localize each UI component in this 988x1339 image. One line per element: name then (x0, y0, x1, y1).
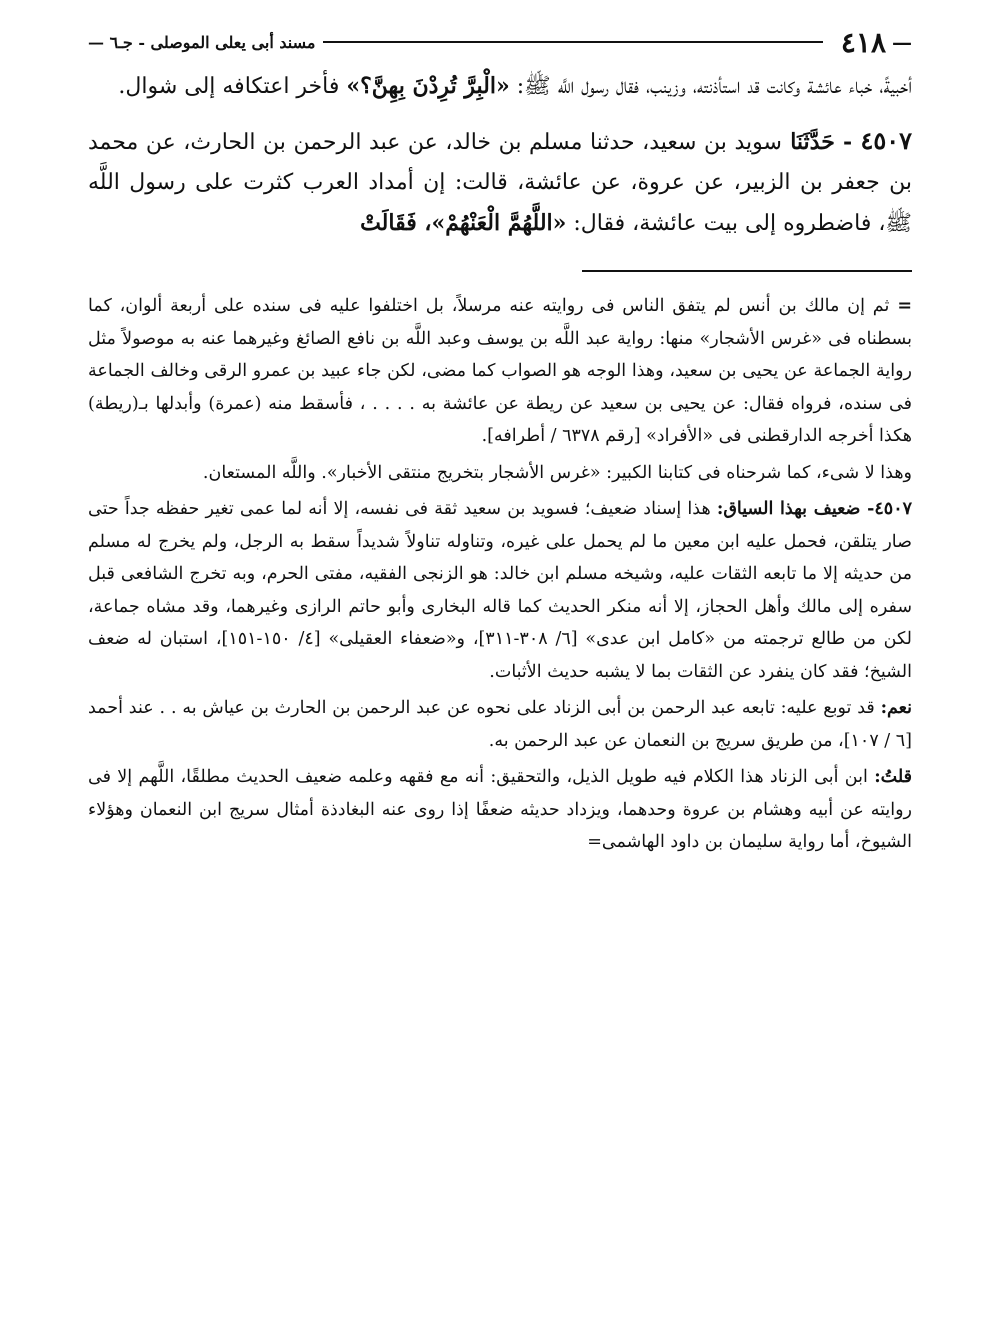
footnote-continuation (88, 290, 912, 453)
hadith-4507 (88, 121, 912, 244)
footnote-remark: وهذا لا شىء، كما شرحناه فى كتابنا الكبير: «غرس الأشجار بتخريج منتقى الأخبار». واللَّه المستعان. (202, 462, 912, 483)
footnote-4507-text: هذا إسناد ضعيف؛ فسويد بن سعيد ثقة فى نفسه، إلا أنه لما عمى تغير حفظه جداً حتى صار يتلقن، فحمل عليه ابن معين ما لم يحمل على غيره، وتناوله تناولاً شديداً سقط به الرجل، ولم يخرج له مسلم من حديثه إلا ما تابعه الثقات عليه، وشيخه مسلم ابن خالد: هو الزنجى الفقيه، مفتى الحرم، وبه تخرج الشافعى قبل سفره إلى مالك وأهل الحجاز، إلا أنه منكر الحديث كما قاله البخارى وأبو حاتم الرازى وغيرهما، وقد مشاه جماعة، لكن من طالع ترجمته من «كامل ابن عدى» [٦/ ٣٠٨-٣١١]، و«ضعفاء العقيلى» [٤/ ١٥٠-١٥١]، استبان له ضعف الشيخ؛ فقد كان ينفرد عن الثقات بما لا يشبه حديث الأثبات. (88, 499, 912, 682)
page-number: ٤١٨ (840, 25, 886, 59)
hadith-continuation-text: أخبيةً، خباء عائشة وكانت قد استأذنته، وزينب، فقال رسول اللَّه ﷺ: (509, 74, 912, 99)
continuation-mark: = (897, 296, 912, 316)
footnote-continuation-text: ثم إن مالك بن أنس لم يتفق الناس فى روايته عنه مرسلاً، بل اختلفوا عليه فى سنده على أربعة ألوان، كما بسطناه فى «غرس الأشجار» منها: رواية عبد اللَّه بن يوسف وعبد اللَّه بن نافع الصائغ وغيرهما عنه به موصولاً مثل رواية الجماعة عن يحيى بن سعيد، وهذا الوجه هو الصواب كما مضى، لكن جاء عبيد بن عمرو الرقى وخالف الجماعة فى سنده، فرواه فقال: عن يحيى بن سعيد عن ريطة عن عائشة به . . . . ، فأسقط منه (عمرة) وأبدلها بـ(ريطة) هكذا أخرجه الدارقطنى فى «الأفراد» [رقم ٦٣٧٨ / أطرافه]. (88, 296, 912, 446)
header-dash: — (892, 30, 912, 54)
main-text (88, 66, 912, 244)
book-page (88, 22, 912, 863)
footnote-4507 (88, 493, 912, 688)
hadith-text: سويد بن سعيد، حدثنا مسلم بن خالد، عن عبد الرحمن بن الحارث، عن محمد بن جعفر بن الزبير، عن عروة، عن عائشة، قالت: إن أمداد العرب كثرت على رسول اللَّه ﷺ، فاضطروه إلى بيت عائشة، فقال: (88, 130, 912, 236)
header-rule (323, 41, 822, 43)
hadith-continuation (88, 66, 912, 107)
hadith-opening: - حَدَّثَنَا (781, 129, 861, 155)
footnote-separator (582, 270, 912, 272)
footnote-qultu-label: قلتُ: (874, 767, 912, 787)
footnote-naam-text: قد توبع عليه: تابعه عبد الرحمن بن أبى الزناد على نحوه عن عبد الرحمن بن الحارث بن عياش به . . عند أحمد [٦ / ١٠٧]، من طريق سريج بن النعمان عن عبد الرحمن به. (88, 698, 912, 751)
footnote-qultu (88, 761, 912, 859)
prophet-quote: «الْبِرَّ تُرِدْنَ بِهِنَّ؟» (346, 73, 510, 99)
running-head (88, 22, 912, 62)
footnote-naam-label: نعم: (880, 698, 912, 718)
footnote-4507-label: ٤٥٠٧- ضعيف بهذا السياق: (716, 499, 912, 519)
book-title: مسند أبى يعلى الموصلى - جـ٦ — (88, 32, 316, 52)
hadith-continuation-end: فأخر اعتكافه إلى شوال. (118, 74, 347, 99)
footnote-naam (88, 692, 912, 757)
footnote-qultu-text: ابن أبى الزناد هذا الكلام فيه طويل الذيل، والتحقيق: أنه مع فقهه وعلمه ضعيف الحديث مطلقًا، اللَّهم إلا فى روايته عن أبيه وهشام بن عروة وحدهما، ويزداد حديثه ضعفًا إذا روى عنه البغادذة أمثال سريج ابن النعمان وهؤلاء الشيوخ، أما رواية سليمان بن داود الهاشمى= (88, 767, 912, 852)
footnotes (88, 290, 912, 859)
hadith-quote: «اللَّهُمَّ الْعَنْهُمْ»، فَقَالَتْ (360, 210, 567, 236)
hadith-number: ٤٥٠٧ (860, 126, 912, 155)
